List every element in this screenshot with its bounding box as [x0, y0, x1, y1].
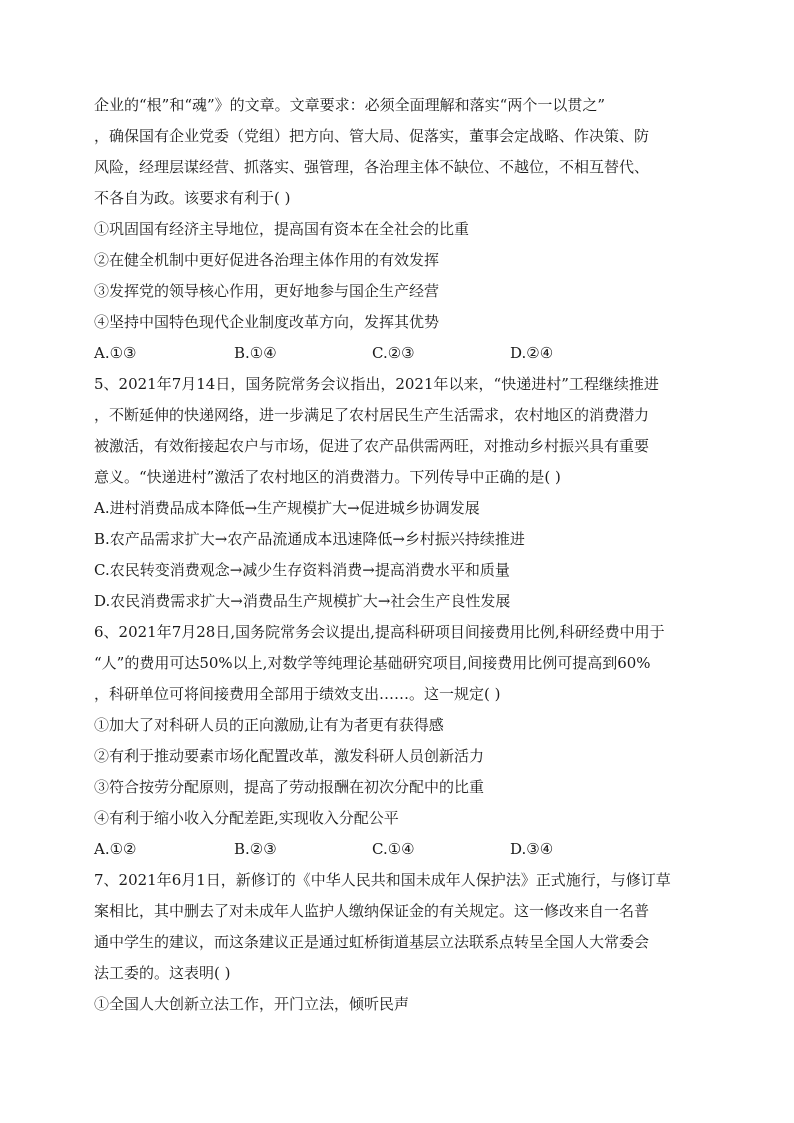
q4-option-c: C.②③ — [372, 344, 415, 362]
q5-choice-a: A.进村消费品成本降低→生产规模扩大→促进城乡协调发展 — [94, 499, 480, 517]
q5-choice-b: B.农产品需求扩大→农产品流通成本迅速降低→乡村振兴持续推进 — [94, 530, 525, 548]
q6-item: ②有利于推动要素市场化配置改革，激发科研人员创新活力 — [94, 747, 485, 765]
q4-item: ②在健全机制中更好促进各治理主体作用的有效发挥 — [94, 251, 440, 269]
q7-stem-line: 法工委的。这表明( ) — [94, 964, 231, 982]
q5-stem-line: 被激活，有效衔接起农户与市场，促进了农产品供需两旺，对推动乡村振兴具有重要 — [94, 437, 650, 455]
q6-option-a: A.①② — [94, 840, 137, 858]
q6-stem-line: 6、2021年7月28日,国务院常务会议提出,提高科研项目间接费用比例,科研经费中用于 — [94, 623, 665, 641]
q6-option-b: B.②③ — [234, 840, 277, 858]
q5-choice-d: D.农民消费需求扩大→消费品生产规模扩大→社会生产良性发展 — [94, 592, 511, 610]
q4-item: ④坚持中国特色现代企业制度改革方向，发挥其优势 — [94, 313, 440, 331]
q6-item: ①加大了对科研人员的正向激励,让有为者更有获得感 — [94, 716, 444, 734]
page-content — [94, 90, 704, 1020]
q5-stem-line: 5、2021年7月14日，国务院常务会议指出，2021年以来，“快递进村”工程继续推进 — [94, 375, 659, 393]
q6-options — [94, 834, 704, 865]
q6-option-c: C.①④ — [372, 840, 415, 858]
q7-stem-line: 通中学生的建议，而这条建议正是通过虹桥街道基层立法联系点转呈全国人大常委会 — [94, 933, 650, 951]
q5-stem-line: ，不断延伸的快递网络，进一步满足了农村居民生产生活需求，农村地区的消费潜力 — [94, 406, 650, 424]
q7-item: ①全国人大创新立法工作，开门立法，倾听民声 — [94, 995, 410, 1013]
question-7 — [94, 865, 704, 1020]
q4-stem-line: 不各自为政。该要求有利于( ) — [94, 189, 291, 207]
q5-stem-line: 意义。“快递进村”激活了农村地区的消费潜力。下列传导中正确的是( ) — [94, 468, 561, 486]
q6-stem-line: ，科研单位可将间接费用全部用于绩效支出……。这一规定( ) — [94, 685, 501, 703]
q7-stem-line: 7、2021年6月1日，新修订的《中华人民共和国未成年人保护法》正式施行，与修订草 — [94, 871, 671, 889]
q4-item: ③发挥党的领导核心作用，更好地参与国企生产经营 — [94, 282, 440, 300]
q4-stem-line: ，确保国有企业党委（党组）把方向、管大局、促落实，董事会定战略、作决策、防 — [94, 127, 650, 145]
q4-stem-line: 风险，经理层谋经营、抓落实、强管理，各治理主体不缺位、不越位，不相互替代、 — [94, 158, 650, 176]
question-6 — [94, 617, 704, 865]
q7-stem-line: 案相比，其中删去了对未成年人监护人缴纳保证金的有关规定。这一修改来自一名普 — [94, 902, 650, 920]
q6-stem-line: “人”的费用可达50%以上,对数学等纯理论基础研究项目,间接费用比例可提高到60% — [94, 654, 651, 672]
q4-option-b: B.①④ — [234, 344, 277, 362]
q4-options — [94, 338, 704, 369]
q4-option-a: A.①③ — [94, 344, 137, 362]
q4-item: ①巩固国有经济主导地位，提高国有资本在全社会的比重 — [94, 220, 470, 238]
q6-item: ③符合按劳分配原则，提高了劳动报酬在初次分配中的比重 — [94, 778, 485, 796]
q6-item: ④有利于缩小收入分配差距,实现收入分配公平 — [94, 809, 399, 827]
q4-stem-line: 企业的“根”和“魂”》的文章。文章要求：必须全面理解和落实“两个一以贯之” — [94, 96, 606, 114]
q6-option-d: D.③④ — [510, 840, 554, 858]
q4-option-d: D.②④ — [510, 344, 554, 362]
q5-choice-c: C.农民转变消费观念→减少生存资料消费→提高消费水平和质量 — [94, 561, 510, 579]
question-4 — [94, 90, 704, 369]
question-5 — [94, 369, 704, 617]
